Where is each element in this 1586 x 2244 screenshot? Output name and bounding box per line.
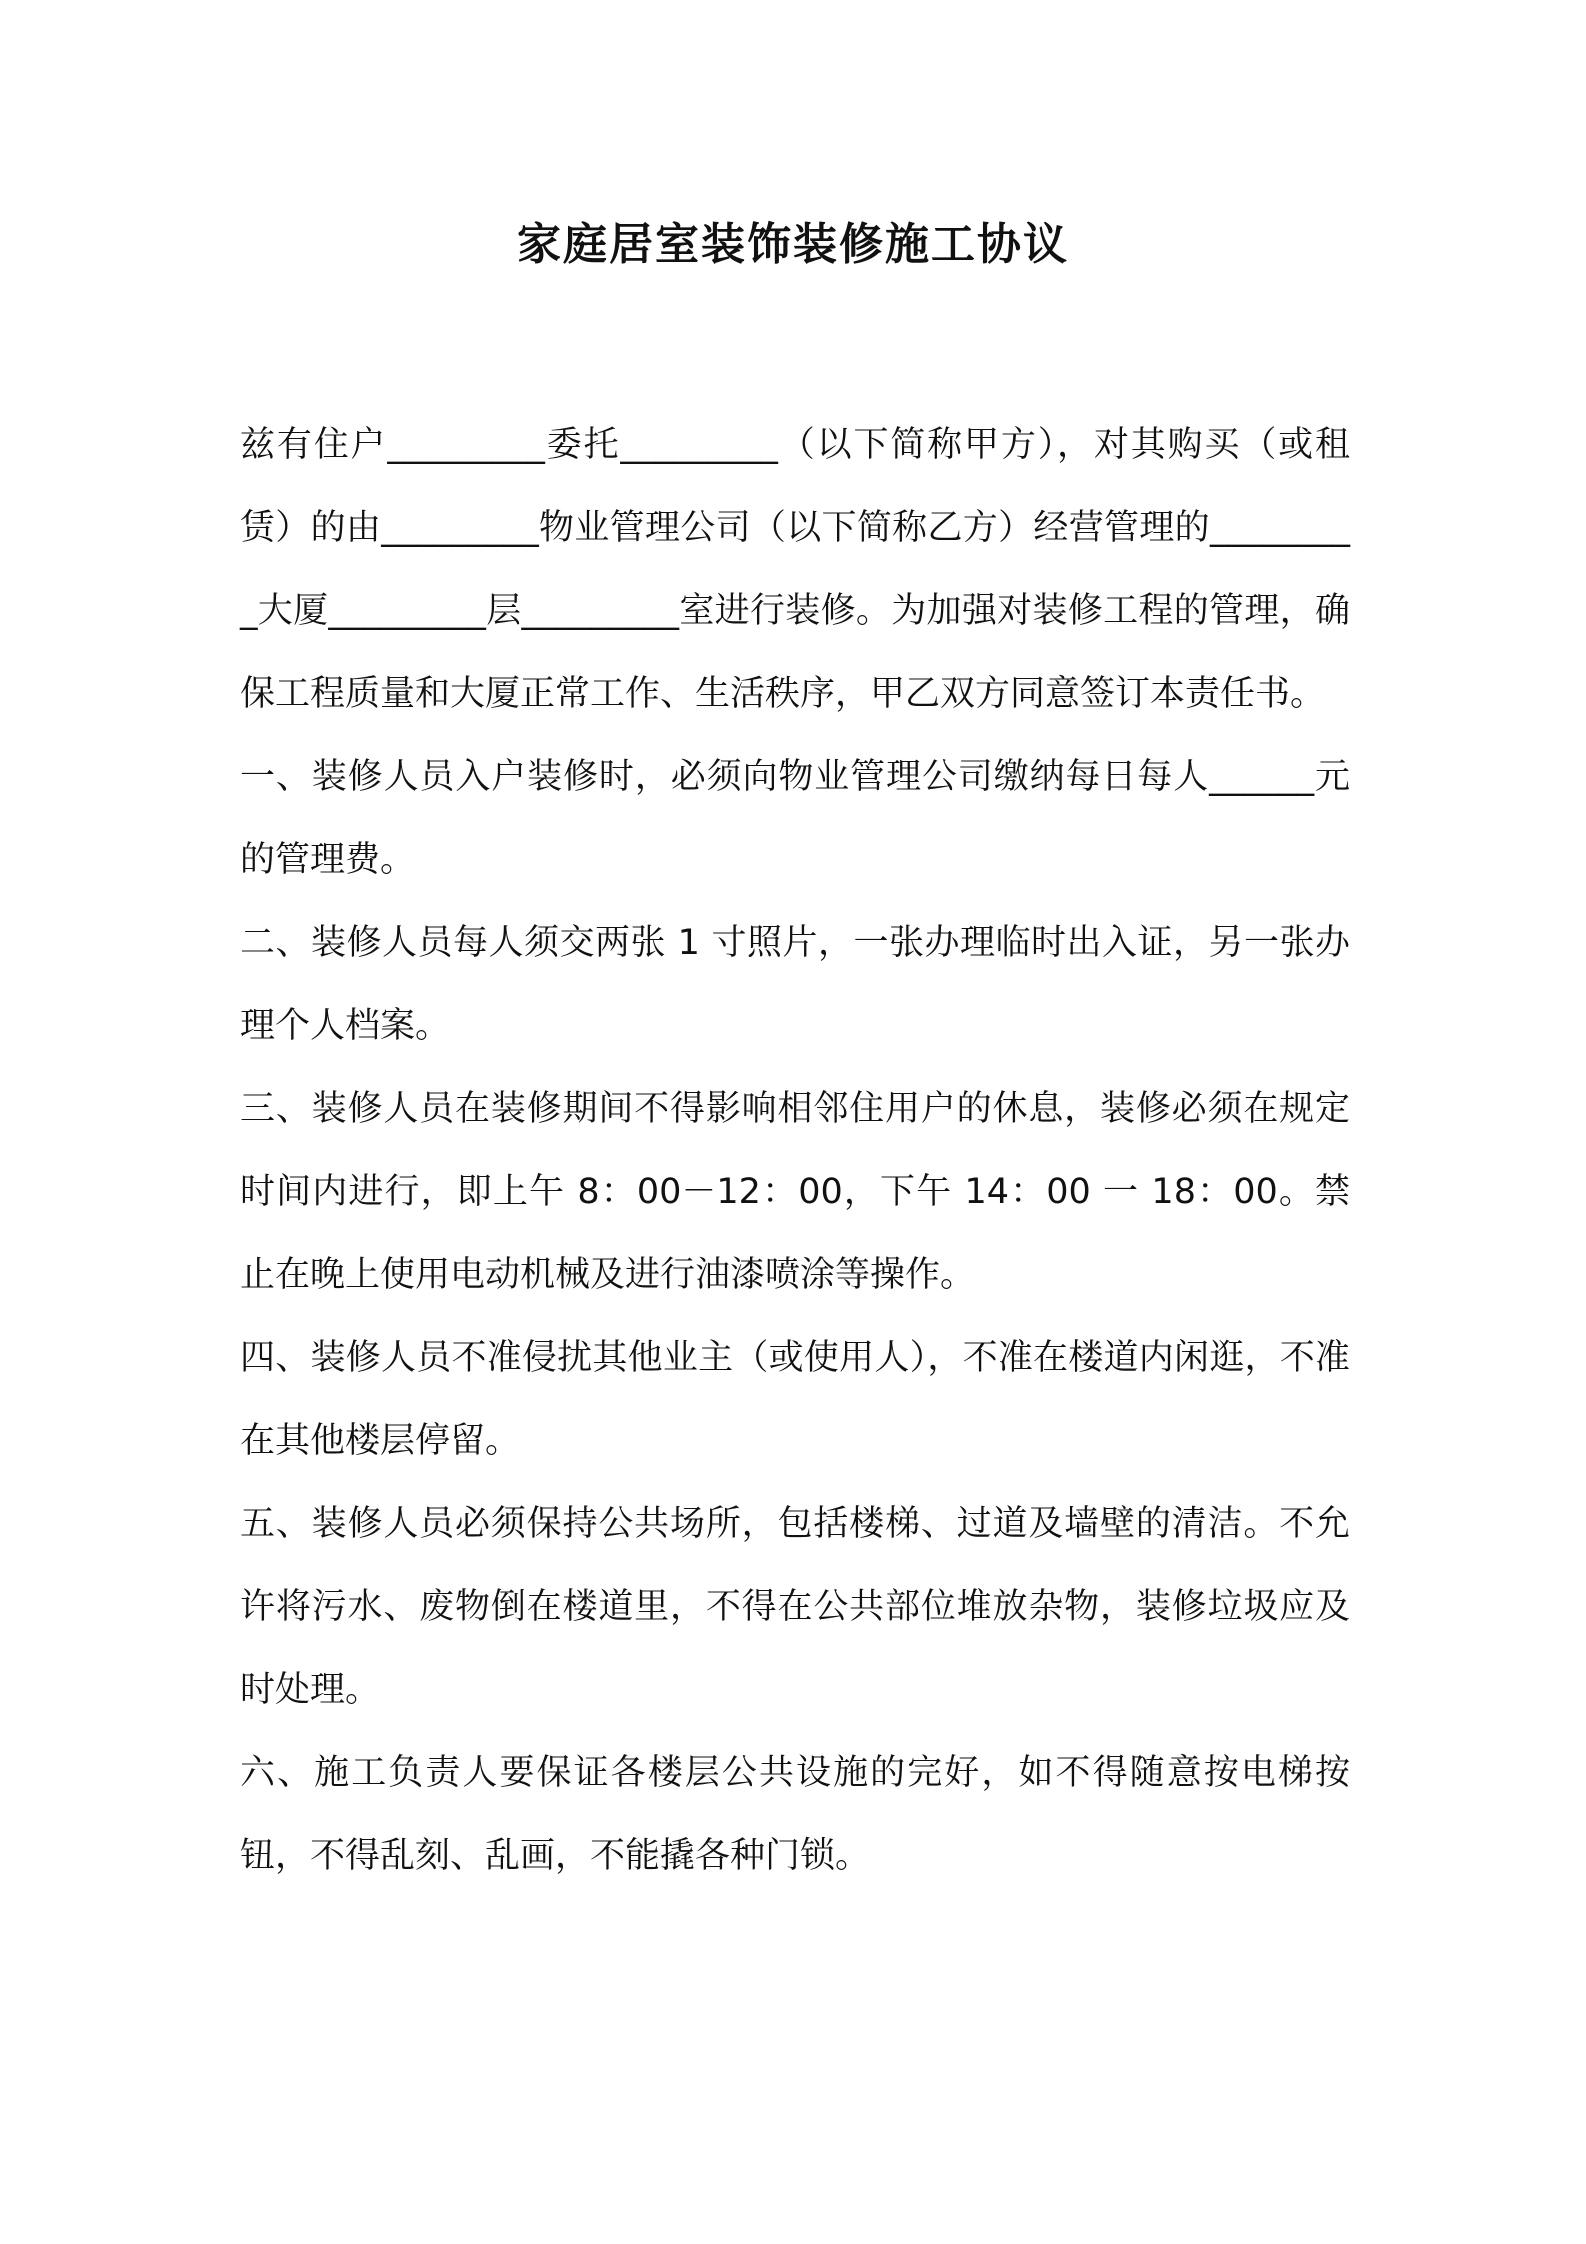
paragraph-clause-2: 二、装修人员每人须交两张 1 寸照片，一张办理临时出入证，另一张办理个人档案。 <box>240 923 1350 1046</box>
document-title: 家庭居室装饰装修施工协议 <box>517 219 1069 270</box>
paragraph-clause-1: 一、装修人员入户装修时，必须向物业管理公司缴纳每日每人______元的管理费。 <box>240 757 1350 880</box>
paragraph-clause-3: 三、装修人员在装修期间不得影响相邻住用户的休息，装修必须在规定时间内进行，即上午 8：00－12：00，下午 14：00 一 18：00。禁止在晚上使用电动机械及进行油漆喷涂等操作。 <box>240 1089 1350 1295</box>
paragraph-clause-6: 六、施工负责人要保证各楼层公共设施的完好，如不得随意按电梯按钮，不得乱刻、乱画，不能撬各种门锁。 <box>240 1753 1350 1876</box>
document-body <box>240 404 1350 1898</box>
paragraph-intro: 兹有住户_________委托_________（以下简称甲方），对其购买（或租赁）的由_________物业管理公司（以下简称乙方）经营管理的_________大厦_________层_________室进行装修。为加强对装修工程的管理，确保工程质量和大厦正常工作、生活秩序，甲乙双方同意签订本责任书。 <box>240 425 1350 714</box>
paragraph-clause-5: 五、装修人员必须保持公共场所，包括楼梯、过道及墙壁的清洁。不允许将污水、废物倒在楼道里，不得在公共部位堆放杂物，装修垃圾应及时处理。 <box>240 1504 1350 1710</box>
paragraph-clause-4: 四、装修人员不准侵扰其他业主（或使用人），不准在楼道内闲逛，不准在其他楼层停留。 <box>240 1338 1350 1461</box>
